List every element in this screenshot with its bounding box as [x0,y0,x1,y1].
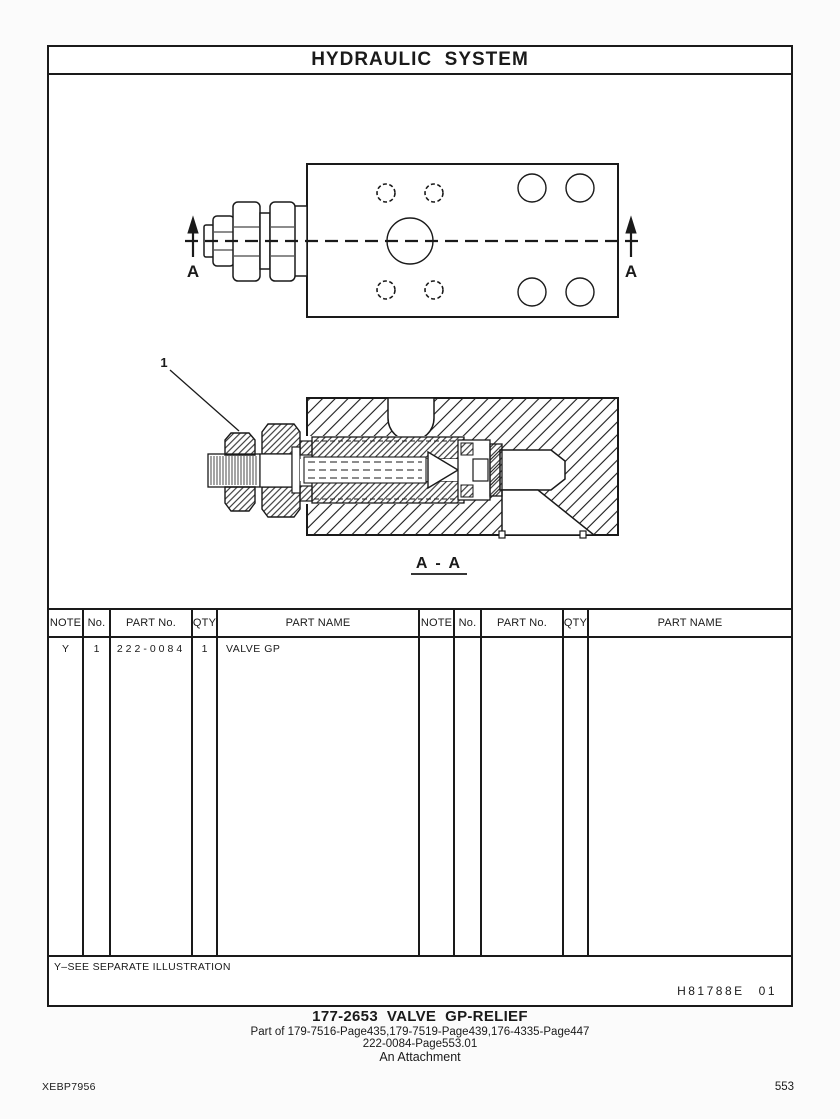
page-title: HYDRAULIC SYSTEM [311,49,529,70]
locknut [225,433,255,455]
col-header-no: No. [84,610,111,638]
cell-note: Y [49,638,84,955]
col-header-part-name: PART NAME [218,610,420,638]
cell-empty [564,638,589,955]
cell-empty [455,638,482,955]
footnote-band [49,955,791,1005]
col-header-qty: QTY [193,610,218,638]
figure-caption [47,1009,793,1064]
parts-table-left [49,610,420,955]
cell-no: 1 [84,638,111,955]
part-number: 222-0084 [116,643,186,655]
footnote-see-separate-illustration: Y–SEE SEPARATE ILLUSTRATION [54,961,231,973]
parts-table-right [420,610,791,955]
page-footer [42,1081,794,1093]
col-header-part-name: PART NAME [589,610,791,638]
title-band [49,47,791,75]
drawing-code-value: H81788E [677,984,745,998]
cell-qty: 1 [193,638,218,955]
drawing-code [677,984,777,998]
caption-attachment: An Attachment [379,1049,461,1064]
col-header-note: NOTE [420,610,455,638]
parts-table [49,608,791,955]
caption-title: 177-2653 VALVE GP-RELIEF [312,1008,528,1025]
page-frame [47,45,793,1007]
callout-leader-line [170,370,239,431]
drawing-revision: 01 [758,984,777,998]
section-arrow-label-right: A [624,262,638,281]
cell-part-no [111,638,193,955]
page-number: 553 [774,1081,794,1093]
col-header-no: No. [455,610,482,638]
seat-retainer [490,444,502,496]
caption-part-of: Part of 179-7516-Page435,179-7519-Page439,176-4335-Page447 [250,1025,590,1038]
cell-empty [589,638,791,955]
relief-valve-cartridge [208,424,502,517]
top-view-valve-block [185,164,643,317]
cell-part-name: VALVE GP [218,638,420,955]
col-header-part-no: PART No. [111,610,193,638]
document-id: XEBP7956 [42,1081,96,1093]
technical-drawing [49,75,791,608]
vertical-port [388,398,434,441]
section-view-label: A - A [415,555,463,572]
outlet-bore [500,450,565,490]
cell-empty [420,638,455,955]
section-view [160,355,618,574]
cartridge-sleeve [312,437,464,459]
callout-number: 1 [160,355,168,370]
caption-page-ref: 222-0084-Page553.01 [362,1037,478,1050]
section-arrow-label-left: A [186,262,200,281]
col-header-qty: QTY [564,610,589,638]
col-header-part-no: PART No. [482,610,564,638]
cell-empty [482,638,564,955]
col-header-note: NOTE [49,610,84,638]
